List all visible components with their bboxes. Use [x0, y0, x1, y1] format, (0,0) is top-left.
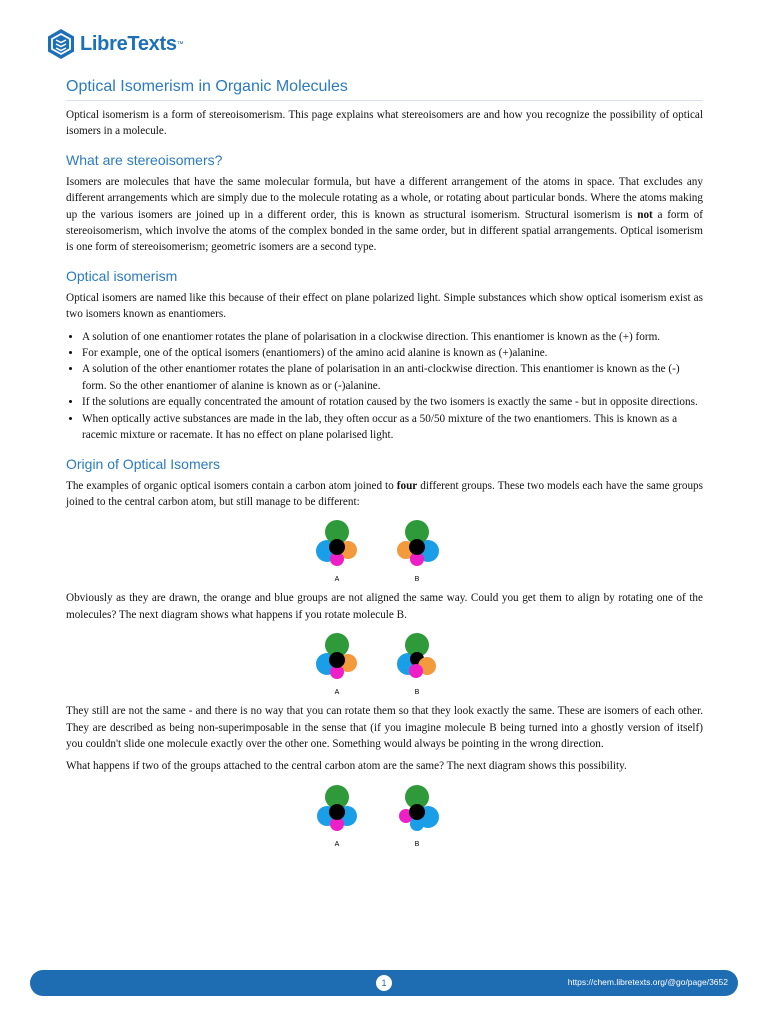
carbon-atom — [329, 539, 345, 555]
molecule-label-b: B — [414, 689, 419, 697]
same-groups-paragraph: What happens if two of the groups attached to the central carbon atom are the same? The next diagram shows this possibility. — [66, 760, 627, 773]
page-number-badge: 1 — [376, 975, 392, 991]
section-heading-stereoisomers: What are stereoisomers? — [66, 151, 223, 168]
figure-identical-groups — [66, 783, 703, 849]
section-heading-optical-isomerism: Optical isomerism — [66, 267, 178, 284]
footer-url-link[interactable]: https://chem.libretexts.org/@go/page/3652 — [567, 977, 728, 987]
origin-paragraph: The examples of organic optical isomers contain a carbon atom joined to four different groups. These two models each have the same groups joined to the central carbon atom, but still manage to be different: — [66, 479, 704, 508]
carbon-atom — [409, 804, 425, 820]
carbon-atom — [329, 652, 345, 668]
non-superimposable-paragraph: They still are not the same - and there is no way that you can rotate them so that they look exactly the same. These are isomers of each other. They are described as being non-superimposable in the sense that (if you imagine molecule B being turned into a ghostly version of itself) you couldn't slide one molecule exactly over the other one. Something would always be pointing in the wrong direction. — [66, 705, 703, 750]
optical-isomerism-paragraph: Optical isomers are named like this because of their effect on plane polarized light. Simple substances which show optical isomerism exist as two isomers known as enantiomers. — [66, 291, 703, 321]
molecule-b-rotated — [397, 633, 436, 696]
molecule-label-b: B — [414, 840, 419, 848]
molecule-b — [399, 785, 439, 848]
list-item: • For example, one of the optical isomers (enantiomers) of the amino acid alanine is known as (+)alanine. — [82, 345, 703, 361]
logo-trademark: ™ — [176, 40, 184, 48]
intro-paragraph: Optical isomerism is a form of stereoisomerism. This page explains what stereoisomers are and how you recognize the possibility of optical isomers in a molecule. — [66, 109, 703, 138]
carbon-atom — [329, 804, 345, 820]
list-item: • A solution of the other enantiomer rotates the plane of polarisation in an anti-clockwise direction. This enantiomer is known as the (-) form. So the other enantiomer of alanine is known as or (-)alanine. — [82, 361, 703, 394]
figure-models-ab — [66, 518, 703, 584]
libretexts-logo[interactable] — [46, 26, 184, 62]
list-item: • A solution of one enantiomer rotates the plane of polarisation in a clockwise direction. This enantiomer is known as the (+) form. — [82, 329, 703, 345]
logo-text: LibreTexts — [80, 32, 177, 55]
libretexts-hex-icon — [46, 28, 76, 60]
list-item: • If the solutions are equally concentrated the amount of rotation caused by the two isomers is exactly the same - but in opposite directions. — [82, 394, 703, 410]
section-heading-origin: Origin of Optical Isomers — [66, 455, 221, 472]
bold-four: four — [396, 479, 418, 492]
molecule-a — [316, 520, 357, 583]
enantiomer-bullet-list — [66, 329, 703, 444]
magenta-group — [409, 664, 423, 678]
stereoisomers-paragraph: Isomers are molecules that have the same molecular formula, but have a different arrangement of the atoms in space. That excludes any different arrangements which are simply due to the molecule rotating as a whole, or rotating about particular bonds. Where the atoms making up the various isomers are joined up in a different order, this is known as structural isomerism. Structural isomerism is not a form of stereoisomerism, which involve the atoms of the complex bonded in the same order, but in different spatial arrangements. Optical isomerism is one form of stereoisomerism; geometric isomers are a second type. — [66, 175, 703, 254]
molecule-label-a: A — [334, 576, 339, 584]
molecule-label-a: A — [334, 840, 339, 848]
molecule-label-a: A — [334, 689, 339, 697]
molecule-a — [317, 785, 357, 848]
figure-rotated-ab — [66, 631, 703, 697]
page-content — [66, 78, 703, 853]
bold-not: not — [637, 208, 653, 221]
molecule-label-b: B — [414, 576, 419, 584]
page-footer — [30, 970, 738, 996]
page-title: Optical Isomerism in Organic Molecules — [66, 78, 703, 101]
rotation-paragraph: Obviously as they are drawn, the orange and blue groups are not aligned the same way. Could you get them to align by rotating one of the molecules? The next diagram shows what happens if you rotate molecule B. — [66, 592, 703, 621]
molecule-b — [397, 520, 439, 583]
list-item: • When optically active substances are made in the lab, they often occur as a 50/50 mixture of the two enantiomers. This is known as a racemic mixture or racemate. It has no effect on plane polarised light. — [82, 411, 703, 444]
molecule-a — [316, 633, 357, 696]
carbon-atom — [409, 539, 425, 555]
